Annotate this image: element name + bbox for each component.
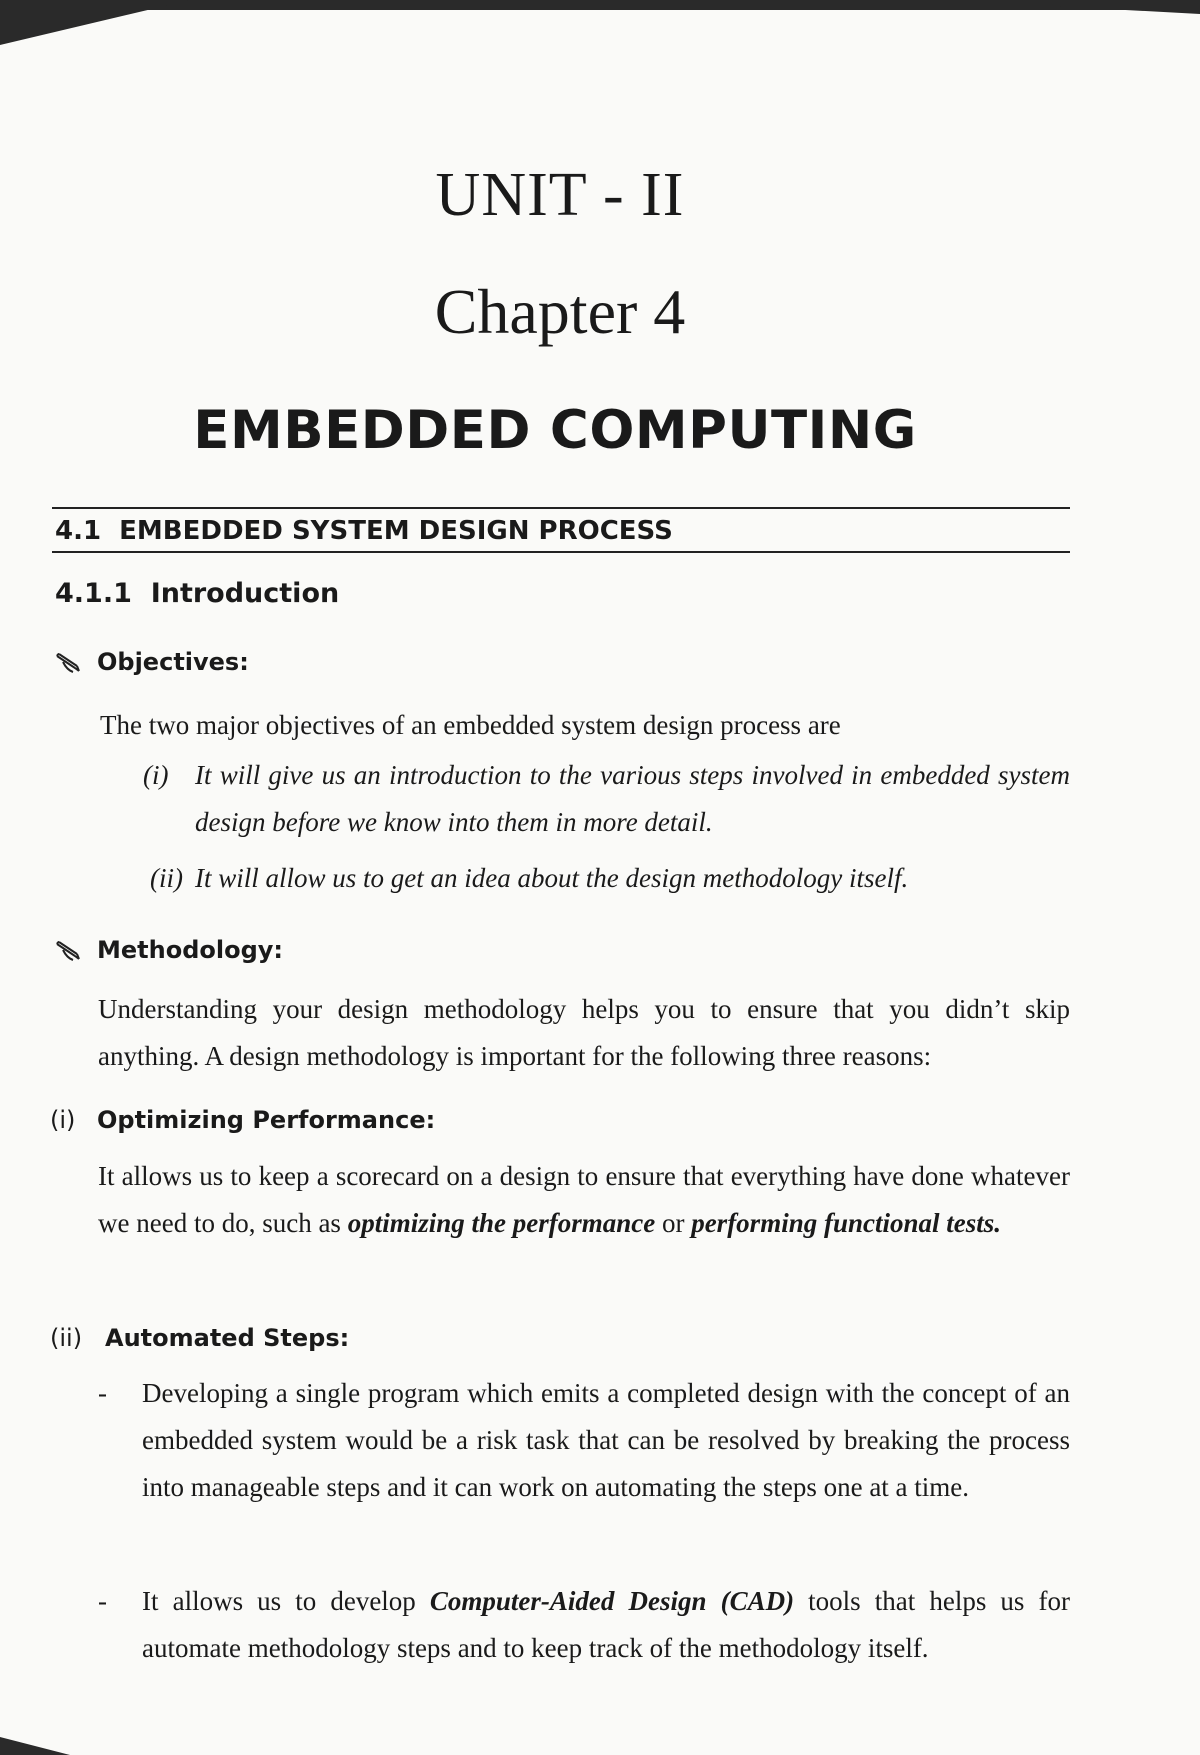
bullet-1-dash: - bbox=[98, 1378, 107, 1408]
objective-1-marker: (i) bbox=[143, 760, 169, 790]
section-rule-bottom bbox=[52, 551, 1070, 553]
reason-2-marker: (ii) bbox=[50, 1324, 83, 1352]
section-heading bbox=[55, 516, 673, 546]
methodology-text: Understanding your design methodology helps you to ensure that you didn’t skip anything. A design methodology is important for the following three reasons: bbox=[98, 994, 1070, 1071]
bullet-2-emphasis: Computer-Aided Design (CAD) bbox=[429, 1586, 795, 1616]
bullet-1-text: Developing a single program which emits a completed design with the concept of an embedded system would be a risk task that can be resolved by breaking the process into manageable steps and it can work on automating the steps one at a time. bbox=[142, 1378, 1070, 1502]
chapter-title: Chapter 4 bbox=[434, 276, 686, 347]
methodology-heading: Methodology: bbox=[97, 936, 284, 964]
writing-hand-icon bbox=[55, 940, 81, 962]
reason-1-text-between: or bbox=[655, 1208, 692, 1238]
reason-1-text bbox=[98, 1153, 1070, 1247]
unit-title: UNIT - II bbox=[435, 161, 685, 229]
objective-2-text: It will allow us to get an idea about the design methodology itself. bbox=[195, 863, 909, 893]
reason-2-heading: Automated Steps: bbox=[105, 1324, 350, 1352]
subsection-number: 4.1.1 bbox=[55, 578, 132, 609]
subsection-title: Introduction bbox=[150, 578, 340, 609]
page-corner-shadow-right bbox=[940, 0, 1200, 14]
bullet-2-dash: - bbox=[98, 1586, 107, 1616]
main-title: EMBEDDED COMPUTING bbox=[193, 400, 917, 461]
bullet-2-text-before: It allows us to develop bbox=[142, 1586, 430, 1616]
subsection-heading bbox=[55, 578, 339, 609]
reason-1-emphasis-1: optimizing the performance bbox=[347, 1208, 656, 1238]
objective-2-marker: (ii) bbox=[150, 863, 183, 893]
reason-1-heading: Optimizing Performance: bbox=[97, 1106, 436, 1134]
bullet-2-text bbox=[142, 1578, 1070, 1672]
section-number: 4.1 bbox=[55, 516, 102, 546]
page-corner-shadow-left bbox=[0, 0, 190, 45]
writing-hand-icon bbox=[55, 652, 81, 674]
section-title: EMBEDDED SYSTEM DESIGN PROCESS bbox=[119, 516, 673, 546]
objective-1-text: It will give us an introduction to the various steps involved in embedded system design before we know into them in more detail. bbox=[195, 760, 1070, 837]
page-corner-shadow-bottom bbox=[0, 1737, 70, 1755]
bullet-2-text-after: tools that helps us for automate methodology steps and to keep track of the methodology itself. bbox=[142, 1586, 1071, 1663]
objectives-heading: Objectives: bbox=[97, 648, 249, 676]
section-rule-top bbox=[52, 507, 1070, 509]
reason-1-marker: (i) bbox=[50, 1106, 76, 1134]
reason-1-emphasis-2: performing functional tests. bbox=[691, 1208, 1001, 1238]
objectives-intro: The two major objectives of an embedded system design process are bbox=[100, 710, 841, 740]
reason-1-text-before: It allows us to keep a scorecard on a design to ensure that everything have done whatever we need to do, such as bbox=[98, 1161, 1070, 1238]
